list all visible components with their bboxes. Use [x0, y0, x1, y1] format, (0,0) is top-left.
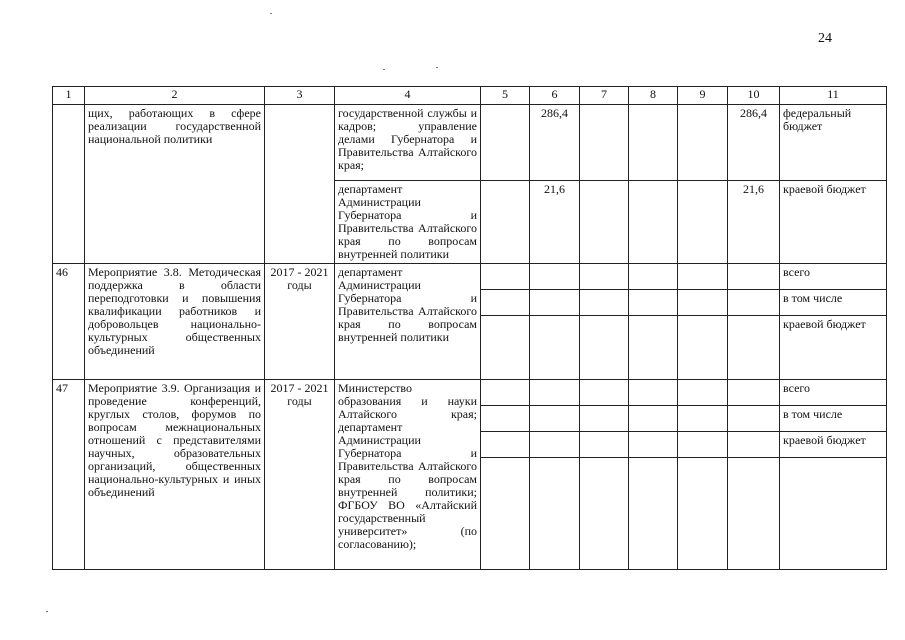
period: 2017 - 2021 годы: [265, 380, 335, 570]
amount-cell: [678, 380, 728, 406]
amount-cell: [678, 316, 728, 380]
amount-cell: [481, 264, 530, 290]
page-number: 24: [818, 31, 832, 46]
amount-cell: 286,4: [728, 105, 780, 181]
amount-cell: [580, 290, 629, 316]
amount-cell: [728, 406, 780, 432]
amount-cell: [481, 458, 530, 570]
amount-cell: [629, 105, 678, 181]
amount-cell: [580, 105, 629, 181]
amount-cell: [629, 380, 678, 406]
amount-cell: [530, 316, 580, 380]
funding-source: всего: [780, 380, 887, 406]
row-number: [53, 105, 85, 264]
scan-speck: [270, 13, 272, 14]
amount-cell: [678, 181, 728, 264]
executor: государственной службы и кадров; управление делами Губернатора и Правительства Алтайского края;: [335, 105, 481, 181]
activity-name: Мероприятие 3.9. Организация и проведение конференций, круглых столов, форумов по вопросам межнациональных отношений с представителями научных, образовательных организаций, общественных национально-культурных и иных объединений: [85, 380, 265, 570]
funding-source: краевой бюджет: [780, 181, 887, 264]
scan-speck: [383, 69, 385, 70]
amount-cell: 21,6: [728, 181, 780, 264]
activity-name: Мероприятие 3.8. Методическая поддержка в области переподготовки и повышения квалификации работников и добровольцев национально-культурных общественных объединений: [85, 264, 265, 380]
funding-source: всего: [780, 264, 887, 290]
amount-cell: [580, 316, 629, 380]
executor: департамент Администрации Губернатора и Правительства Алтайского края по вопросам внутренней политики: [335, 181, 481, 264]
amount-cell: [530, 380, 580, 406]
header-cell: 4: [335, 87, 481, 105]
amount-cell: [481, 380, 530, 406]
amount-cell: [481, 105, 530, 181]
amount-cell: [678, 432, 728, 458]
header-cell: 10: [728, 87, 780, 105]
period: [265, 105, 335, 264]
amount-cell: [629, 458, 678, 570]
amount-cell: [629, 181, 678, 264]
row-number: 46: [53, 264, 85, 380]
scan-speck: [46, 611, 48, 612]
scan-speck: [436, 67, 438, 68]
table-row: [53, 380, 887, 406]
program-table: [52, 86, 887, 570]
period: 2017 - 2021 годы: [265, 264, 335, 380]
funding-source: в том числе: [780, 406, 887, 432]
header-cell: 1: [53, 87, 85, 105]
header-cell: 7: [580, 87, 629, 105]
activity-name: щих, работающих в сфере реализации государственной национальной политики: [85, 105, 265, 264]
header-cell: 9: [678, 87, 728, 105]
amount-cell: [530, 290, 580, 316]
header-cell: 5: [481, 87, 530, 105]
funding-source: в том числе: [780, 290, 887, 316]
amount-cell: [728, 264, 780, 290]
amount-cell: [678, 458, 728, 570]
header-cell: 11: [780, 87, 887, 105]
amount-cell: [629, 316, 678, 380]
table-row: [53, 105, 887, 181]
amount-cell: [728, 316, 780, 380]
amount-cell: [728, 432, 780, 458]
amount-cell: [481, 181, 530, 264]
amount-cell: 21,6: [530, 181, 580, 264]
amount-cell: [629, 406, 678, 432]
amount-cell: [481, 406, 530, 432]
amount-cell: [530, 458, 580, 570]
header-cell: 6: [530, 87, 580, 105]
amount-cell: [530, 264, 580, 290]
header-row: [53, 87, 887, 105]
amount-cell: [629, 290, 678, 316]
header-cell: 2: [85, 87, 265, 105]
amount-cell: [728, 290, 780, 316]
amount-cell: [580, 406, 629, 432]
funding-source: федеральный бюджет: [780, 105, 887, 181]
table-row: [53, 264, 887, 290]
amount-cell: [481, 290, 530, 316]
amount-cell: [678, 406, 728, 432]
amount-cell: [580, 264, 629, 290]
funding-source: [780, 458, 887, 570]
executor: департамент Администрации Губернатора и Правительства Алтайского края по вопросам внутренней политики: [335, 264, 481, 380]
amount-cell: [678, 105, 728, 181]
header-cell: 8: [629, 87, 678, 105]
amount-cell: [530, 432, 580, 458]
amount-cell: [580, 432, 629, 458]
amount-cell: [728, 458, 780, 570]
amount-cell: [481, 432, 530, 458]
funding-source: краевой бюджет: [780, 432, 887, 458]
amount-cell: [580, 181, 629, 264]
row-number: 47: [53, 380, 85, 570]
amount-cell: [629, 432, 678, 458]
amount-cell: [580, 380, 629, 406]
funding-source: краевой бюджет: [780, 316, 887, 380]
amount-cell: [530, 406, 580, 432]
amount-cell: [629, 264, 678, 290]
executor: Министерство образования и науки Алтайского края; департамент Администрации Губернатора и Правительства Алтайского края по вопросам внутренней политики; ФГБОУ ВО «Алтайский государственный университет» (по согласованию);: [335, 380, 481, 570]
amount-cell: [728, 380, 780, 406]
amount-cell: [580, 458, 629, 570]
amount-cell: 286,4: [530, 105, 580, 181]
header-cell: 3: [265, 87, 335, 105]
amount-cell: [678, 264, 728, 290]
amount-cell: [481, 316, 530, 380]
amount-cell: [678, 290, 728, 316]
